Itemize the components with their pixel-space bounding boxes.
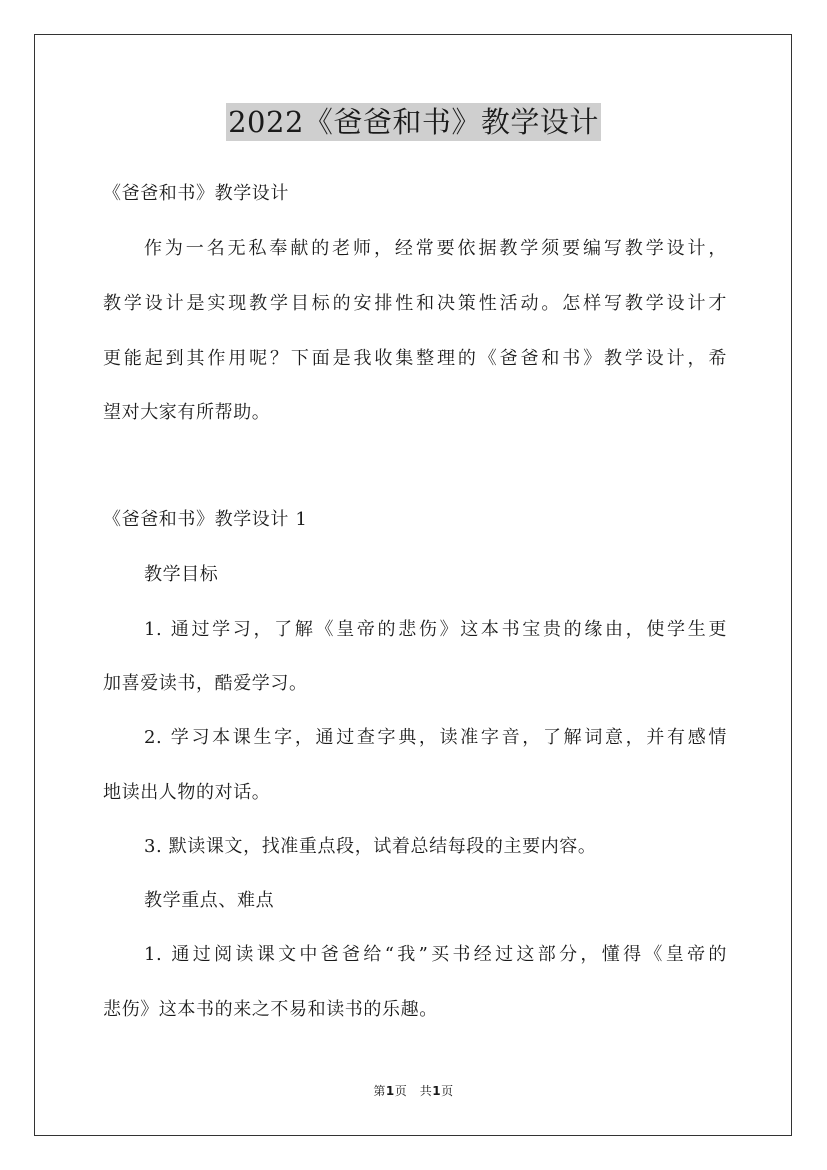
key-point-line-1: 1. 通过阅读课文中爸爸给“我”买书经过这部分，懂得《皇帝的 [144,944,727,965]
goal-line-4: 地读出人物的对话。 [103,782,271,803]
intro-line-4: 望对大家有所帮助。 [103,402,271,423]
footer-page-mid: 页 共 [394,1084,433,1098]
document-title: 2022《爸爸和书》教学设计 [228,105,599,139]
key-point-line-2: 悲伤》这本书的来之不易和读书的乐趣。 [103,999,438,1020]
intro-line-1: 作为一名无私奉献的老师，经常要依据教学须要编写教学设计， [144,238,727,259]
footer-page-current: 1 [385,1084,395,1098]
page-footer [0,1083,827,1099]
document-subtitle: 《爸爸和书》教学设计 [103,183,289,204]
goal-line-5: 3. 默读课文，找准重点段，试着总结每段的主要内容。 [144,836,597,857]
footer-page-suffix: 页 [441,1084,454,1098]
intro-line-3: 更能起到其作用呢？下面是我收集整理的《爸爸和书》教学设计，希 [103,348,727,369]
goal-line-3: 2. 学习本课生字，通过查字典，读准字音，了解词意，并有感情 [144,727,727,748]
key-points-heading: 教学重点、难点 [144,890,275,911]
goal-line-1: 1. 通过学习，了解《皇帝的悲伤》这本书宝贵的缘由，使学生更 [144,619,727,640]
goal-line-2: 加喜爱读书，酷爱学习。 [103,673,308,694]
section-heading: 《爸爸和书》教学设计 1 [103,509,308,530]
goals-heading: 教学目标 [144,564,219,585]
title-container [0,103,827,141]
footer-page-prefix: 第 [373,1084,386,1098]
footer-page-total: 1 [432,1084,442,1098]
intro-line-2: 教学设计是实现教学目标的安排性和决策性活动。怎样写教学设计才 [103,293,727,314]
